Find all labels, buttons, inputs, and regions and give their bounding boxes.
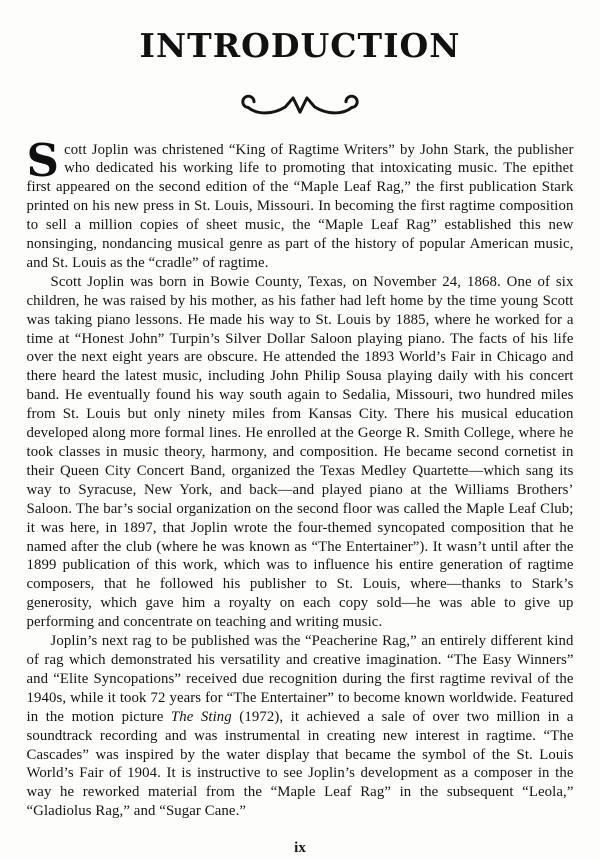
intro-paragraph-2 <box>27 273 574 632</box>
movie-title-italic: The Sting <box>170 708 232 725</box>
intro-paragraph-1 <box>26 133 574 273</box>
paragraph-3-text-after-italic: (1972), it achieved a sale of over two million in a soundtrack recording and was instrumental in creating new interest in ragtime. “The Cascades” was inspired by the water display that became the symbol of the St. Louis World’s Fair of 1904. It is instructive to see Joplin’s development as a composer in the way he reworked material from the “Maple Leaf Rag” in the subsequent “Leola,” “Gladiolus Rag,” and “Sugar Cane.” <box>26 708 574 820</box>
paragraph-1-text: cott Joplin was christened “King of Ragtime Writers” by John Stark, the publisher who dedicated his working life to promoting that intoxicating music. The epithet first appeared on the second edition of the “Maple Leaf Rag,” the first publication Stark printed on his new press in St. Louis, Missouri. In becoming the first ragtime composition to sell a million copies of sheet music, the “Maple Leaf Rag” established this new nonsinging, nondancing musical genre as part of the history of popular American music, and St. Louis as the “cradle” of ragtime. <box>26 141 574 271</box>
flourish-ornament-icon <box>235 87 365 127</box>
ornament-container <box>0 87 600 129</box>
page-number: ix <box>294 840 306 856</box>
introduction-text <box>26 133 574 822</box>
intro-paragraph-3 <box>27 632 574 821</box>
paragraph-2-text: Scott Joplin was born in Bowie County, Texas, on November 24, 1868. One of six children, he was raised by his mother, as his father had left home by the time young Scott was taking piano lessons. He made his way to St. Louis by 1885, where he worked for a time at “Honest John” Turpin’s Silver Dollar Saloon playing piano. The facts of his life over the next eight years are obscure. He attended the 1893 World’s Fair in Chicago and there heard the latest music, including John Philip Sousa playing daily with his concert band. He eventually found his way south again to Sedalia, Missouri, two hundred miles from St. Louis but only ninety miles from Kansas City. There his musical education developed along more formal lines. He enrolled at the George R. Smith College, where he took classes in music theory, harmony, and composition. He became second cornetist in their Queen City Concert Band, organized the Texas Medley Quartette—which sang its way to Syracuse, New York, and back—and played piano at the Williams Brothers’ Saloon. The bar’s social organization on the second floor was called the Maple Leaf Club; it was here, in 1897, that Joplin wrote the four-themed syncopated composition that he named after the club (where he was known as “The Entertainer”). It wasn’t until after the 1899 publication of this work, which was to influence his entire generation of ragtime composers, that he followed his publisher to St. Louis, where—thanks to Stark’s generosity, which gave him a royalty on each copy sold—he was able to give up performing and concentrate on teaching and writing music. <box>26 273 574 631</box>
page-title: INTRODUCTION <box>139 26 461 66</box>
paragraph-3-text-before-italic: Joplin’s next rag to be published was the “Peacherine Rag,” an entirely different kind of rag which demonstrated his versatility and creative imagination. “The Easy Winners” and “Elite Syncopations” received due recognition during the first ragtime revival of the 1940s, while it took 72 years for “The Entertainer” to become known worldwide. Featured in the motion picture <box>26 633 574 725</box>
drop-cap-letter: S <box>26 133 60 187</box>
